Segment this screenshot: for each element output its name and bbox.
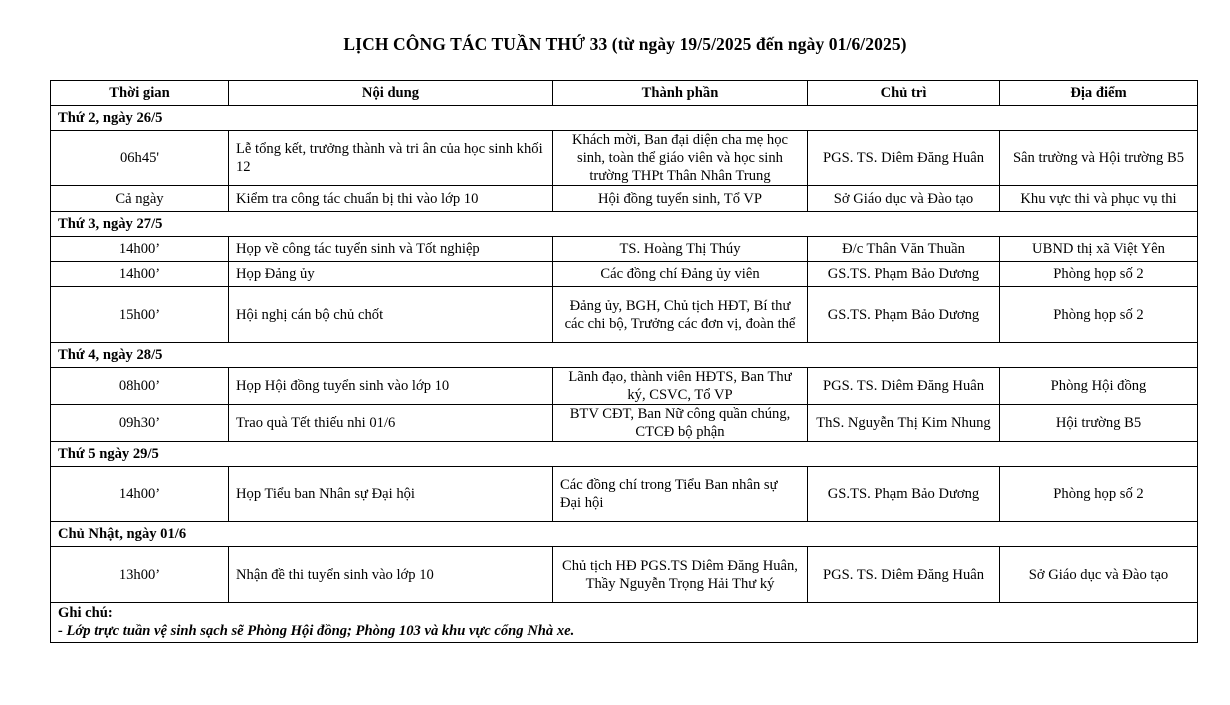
cell-participants: BTV CĐT, Ban Nữ công quần chúng, CTCĐ bộ phận [553,405,808,442]
header-time: Thời gian [51,81,229,106]
table-row [51,131,1198,186]
cell-location: Hội trường B5 [1000,405,1198,442]
table-row [51,186,1198,212]
cell-chair: GS.TS. Phạm Bảo Dương [808,467,1000,522]
cell-location: Phòng họp số 2 [1000,287,1198,343]
day-row [51,212,1198,237]
cell-chair: Sở Giáo dục và Đào tạo [808,186,1000,212]
cell-time: 13h00’ [51,547,229,603]
day-row [51,442,1198,467]
cell-content: Hội nghị cán bộ chủ chốt [229,287,553,343]
cell-time: 14h00’ [51,467,229,522]
day-row [51,522,1198,547]
cell-participants: Khách mời, Ban đại diện cha mẹ học sinh, toàn thể giáo viên và học sinh trường THPt Thân Nhân Trung [553,131,808,186]
cell-participants: Chủ tịch HĐ PGS.TS Diêm Đăng Huân, Thầy Nguyễn Trọng Hải Thư ký [553,547,808,603]
day-label: Thứ 3, ngày 27/5 [51,212,1198,237]
cell-chair: GS.TS. Phạm Bảo Dương [808,287,1000,343]
table-header-row [51,81,1198,106]
day-row [51,343,1198,368]
header-participants: Thành phần [553,81,808,106]
cell-content: Họp Đảng ủy [229,262,553,287]
cell-participants: Lãnh đạo, thành viên HĐTS, Ban Thư ký, CSVC, Tổ VP [553,368,808,405]
cell-content: Họp Tiểu ban Nhân sự Đại hội [229,467,553,522]
cell-time: 15h00’ [51,287,229,343]
schedule-table [50,80,1198,643]
table-row [51,262,1198,287]
cell-time: 09h30’ [51,405,229,442]
cell-content: Họp về công tác tuyển sinh và Tốt nghiệp [229,237,553,262]
cell-content: Kiểm tra công tác chuẩn bị thi vào lớp 10 [229,186,553,212]
day-label: Thứ 4, ngày 28/5 [51,343,1198,368]
cell-content: Nhận đề thi tuyển sinh vào lớp 10 [229,547,553,603]
cell-location: UBND thị xã Việt Yên [1000,237,1198,262]
cell-chair: PGS. TS. Diêm Đăng Huân [808,547,1000,603]
cell-chair: PGS. TS. Diêm Đăng Huân [808,368,1000,405]
cell-time: 14h00’ [51,237,229,262]
page-title: LỊCH CÔNG TÁC TUẦN THỨ 33 (từ ngày 19/5/2025 đến ngày 01/6/2025) [343,34,907,54]
cell-content: Họp Hội đồng tuyển sinh vào lớp 10 [229,368,553,405]
note-cell [51,603,1198,643]
cell-location: Phòng họp số 2 [1000,467,1198,522]
cell-location: Khu vực thi và phục vụ thi [1000,186,1198,212]
cell-time: 08h00’ [51,368,229,405]
cell-chair: ThS. Nguyễn Thị Kim Nhung [808,405,1000,442]
table-row [51,237,1198,262]
header-chair: Chủ trì [808,81,1000,106]
cell-content: Lễ tổng kết, trưởng thành và tri ân của học sinh khối 12 [229,131,553,186]
cell-participants: Các đồng chí Đảng ủy viên [553,262,808,287]
cell-participants: TS. Hoàng Thị Thúy [553,237,808,262]
day-row [51,106,1198,131]
note-row [51,603,1198,643]
note-title: Ghi chú: [58,605,113,621]
table-row [51,405,1198,442]
header-location: Địa điểm [1000,81,1198,106]
day-label: Thứ 2, ngày 26/5 [51,106,1198,131]
table-row [51,287,1198,343]
cell-participants: Hội đồng tuyển sinh, Tổ VP [553,186,808,212]
cell-location: Phòng họp số 2 [1000,262,1198,287]
cell-location: Phòng Hội đồng [1000,368,1198,405]
table-row [51,467,1198,522]
cell-location: Sở Giáo dục và Đào tạo [1000,547,1198,603]
cell-chair: PGS. TS. Diêm Đăng Huân [808,131,1000,186]
cell-participants: Các đồng chí trong Tiểu Ban nhân sự Đại hội [553,467,808,522]
cell-chair: Đ/c Thân Văn Thuần [808,237,1000,262]
cell-time: 14h00’ [51,262,229,287]
cell-time: 06h45' [51,131,229,186]
table-row [51,368,1198,405]
header-content: Nội dung [229,81,553,106]
cell-time: Cả ngày [51,186,229,212]
day-label: Thứ 5 ngày 29/5 [51,442,1198,467]
cell-location: Sân trường và Hội trường B5 [1000,131,1198,186]
cell-chair: GS.TS. Phạm Bảo Dương [808,262,1000,287]
cell-content: Trao quà Tết thiếu nhi 01/6 [229,405,553,442]
table-row [51,547,1198,603]
cell-participants: Đảng ủy, BGH, Chủ tịch HĐT, Bí thư các chi bộ, Trưởng các đơn vị, đoàn thể [553,287,808,343]
day-label: Chủ Nhật, ngày 01/6 [51,522,1198,547]
note-line: - Lớp trực tuần vệ sinh sạch sẽ Phòng Hội đồng; Phòng 103 và khu vực cổng Nhà xe. [58,623,575,639]
